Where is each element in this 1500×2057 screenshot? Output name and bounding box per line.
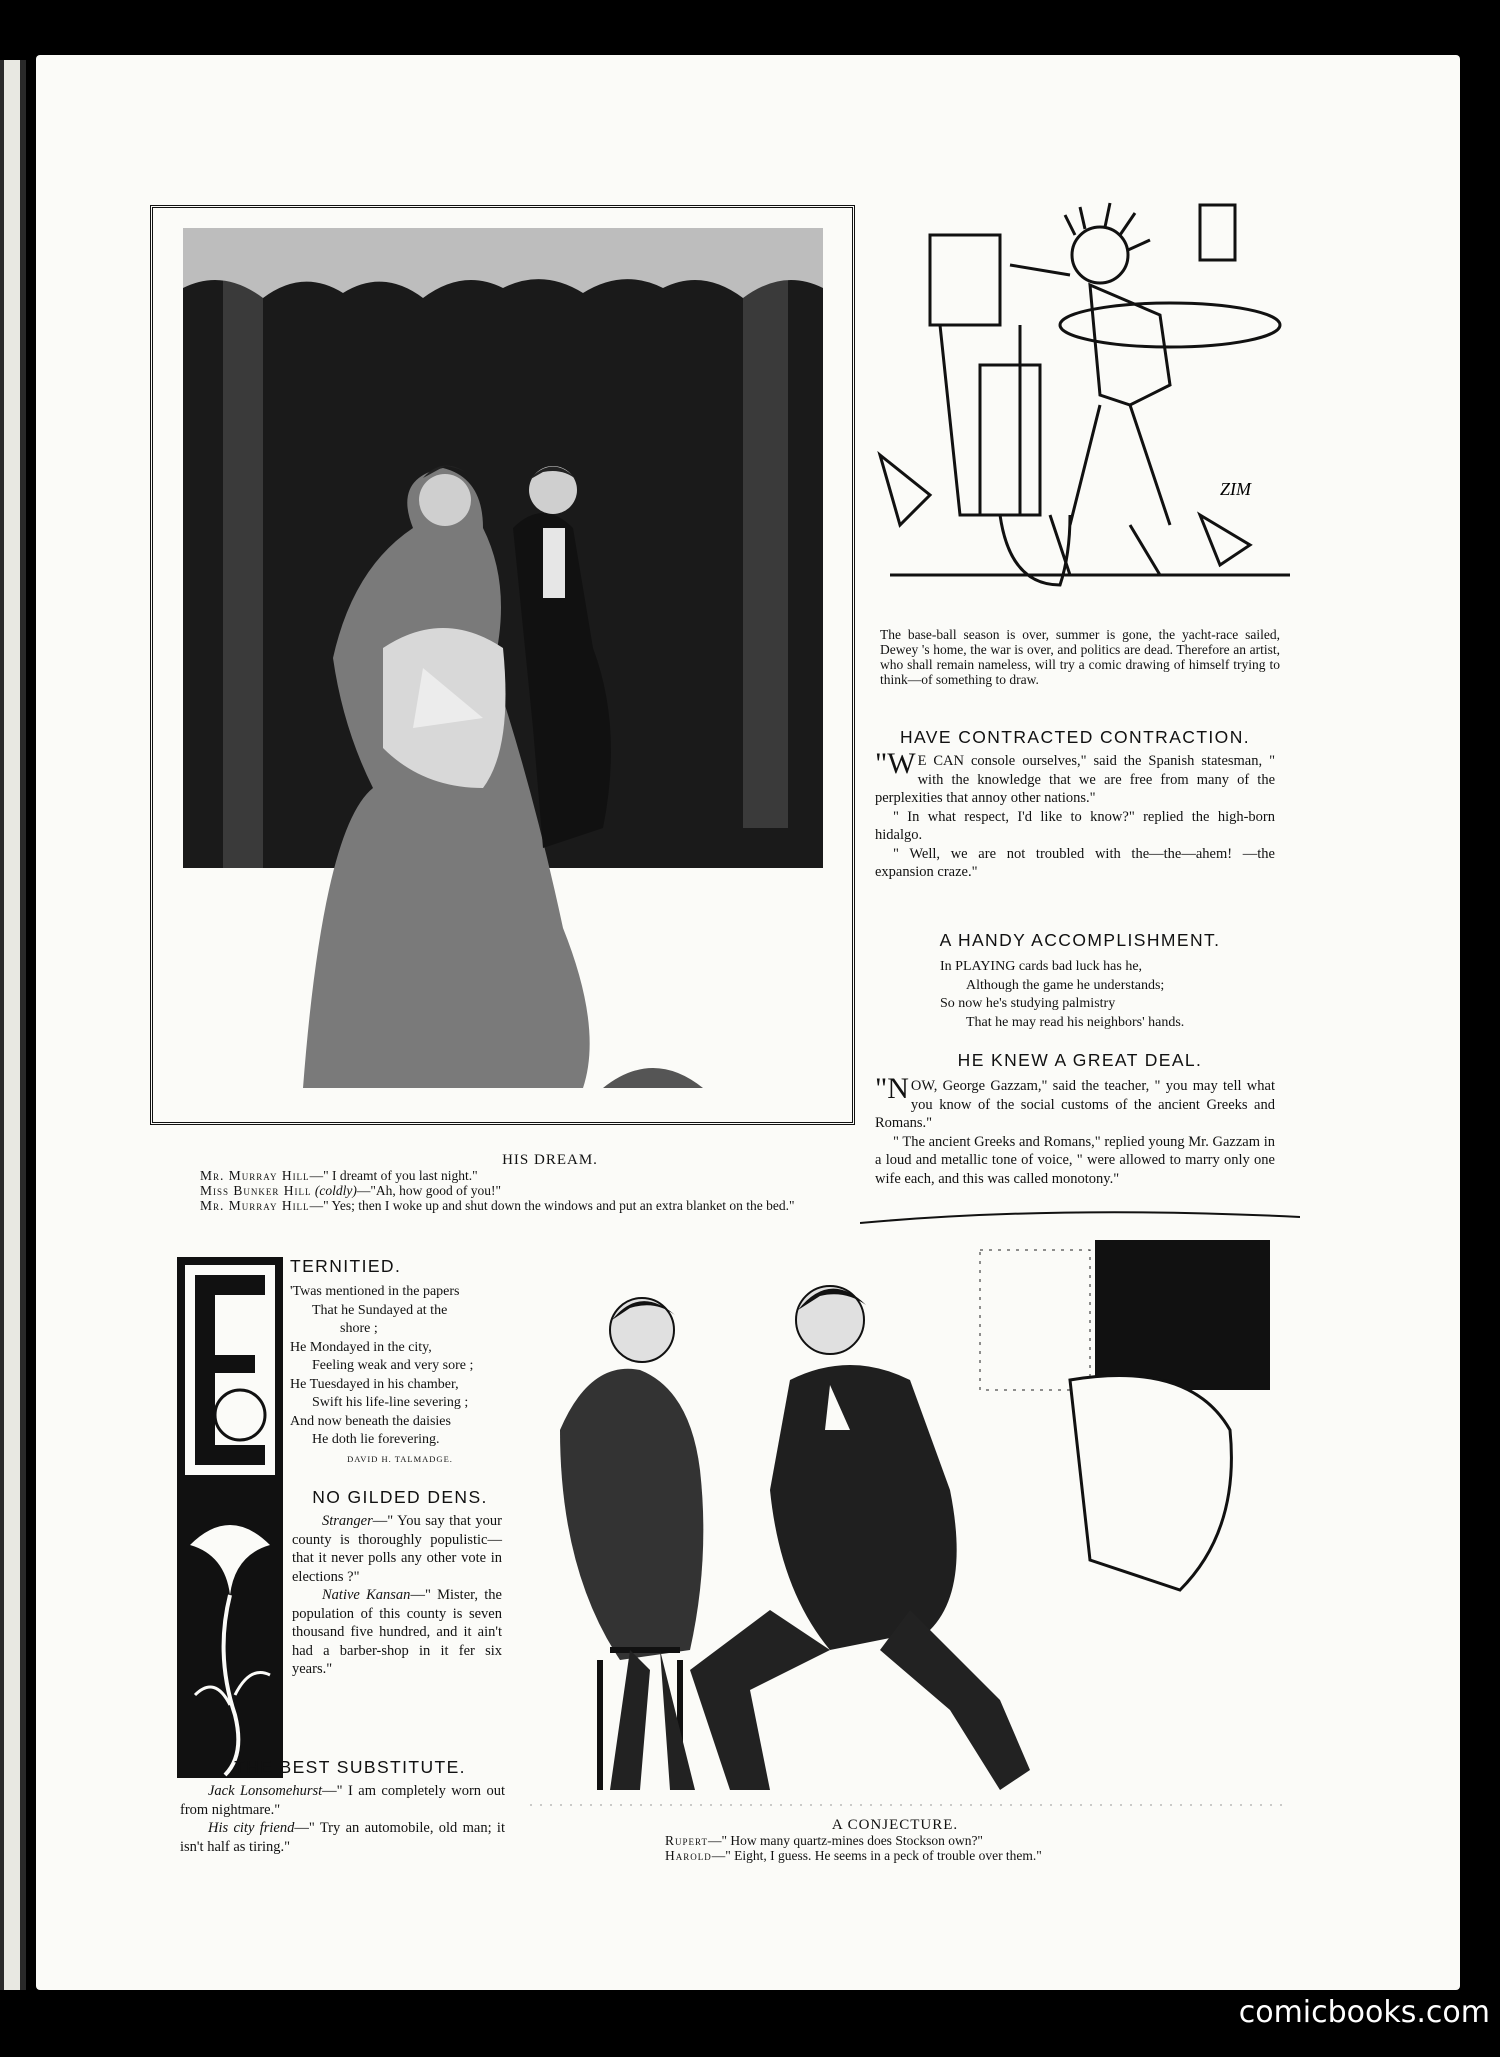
conjecture-caption [665,1833,1225,1863]
substitute-heading: THE BEST SUBSTITUTE. [234,1757,466,1777]
conjecture-line-1 [665,1833,1225,1848]
substitute-para-2 [180,1819,505,1856]
contracted-dropcap: "W [875,747,916,780]
eternitied-heading: TERNITIED. [290,1256,402,1276]
book-spine [0,60,26,1990]
eternitied-line-7: Swift his life-line severing ; [312,1395,469,1410]
contracted-heading: HAVE CONTRACTED CONTRACTION. [900,727,1250,747]
dream-speaker-3: Mr. Murray Hill [200,1198,310,1213]
divider-line [860,1205,1300,1225]
dens-speaker-1: Stranger [322,1513,373,1529]
decorative-initial-e-panel [175,1255,285,1780]
substitute-body [180,1782,505,1856]
substitute-text-2: —" Try an automobile, old man; it isn't half as tiring." [180,1820,505,1855]
eternitied-line-6: He Tuesdayed in his chamber, [290,1376,459,1392]
conjecture-illustration [530,1230,1290,1810]
handy-line-3: So now he's studying palmistry [940,996,1116,1011]
conjecture-title: A CONJECTURE. [831,1817,959,1833]
conjecture-line-2 [665,1848,1225,1863]
conjecture-text-1: —" How many quartz-mines does Stockson own?" [707,1833,983,1848]
dream-speaker-1: Mr. Murray Hill [200,1168,310,1183]
knew-para-2: " The ancient Greeks and Romans," replied young Mr. Gazzam in a loud and metallic tone of voice, " were allowed to marry only one wife each, and this was called monotony." [875,1133,1275,1187]
substitute-para-1 [180,1782,505,1819]
cartoon-caption: The base-ball season is over, summer is gone, the yacht-race sailed, Dewey 's home, the war is over, and politics are dead. Therefore an artist, who shall remain nameless, will try a comic drawing of himself trying to think—of something to draw. [880,627,1280,687]
his-dream-caption [200,1168,890,1198]
conjecture-text-2: —" Eight, I guess. He seems in a peck of trouble over them." [711,1848,1042,1863]
handy-line-4: That he may read his neighbors' hands. [966,1014,1185,1030]
substitute-speaker-2: His city friend [208,1820,295,1836]
eternitied-line-8: And now beneath the daisies [290,1413,451,1429]
substitute-speaker-1: Jack Lonsomehurst [208,1783,323,1799]
eternitied-line-2: That he Sundayed at the [312,1302,448,1318]
knew-body [875,1072,1275,1188]
knew-dropcap: "N [875,1072,909,1105]
dream-text-3: —" Yes; then I woke up and shut down the windows and put an extra blanket on the bed." [309,1198,795,1213]
dens-para-1 [292,1512,502,1586]
contracted-para-2: " In what respect, I'd like to know?" replied the high-born hidalgo. [875,808,1275,843]
dream-text-2: —"Ah, how good of you!" [356,1183,502,1198]
contracted-para-1 [875,747,1275,808]
dens-speaker-2: Native Kansan [322,1587,411,1603]
dens-para-2 [292,1586,502,1679]
eternitied-poem [290,1283,510,1468]
dream-line-2 [200,1183,890,1198]
substitute-text-1: —" I am completely worn out from nightmare." [180,1783,505,1818]
eternitied-line-3: shore ; [340,1321,378,1336]
dens-text-1: —" You say that your county is thoroughly populistic—that it never polls any other vote in elections ?" [292,1513,502,1585]
artist-cartoon [870,195,1310,605]
handy-line-1: In PLAYING cards bad luck has he, [940,959,1143,974]
cartoon-signature: ZIM [1220,479,1251,499]
facing-page-edge [4,60,20,1990]
eternitied-line-9: He doth lie forevering. [312,1432,440,1447]
dream-line-3 [170,1198,865,1213]
handy-heading: A HANDY ACCOMPLISHMENT. [939,930,1221,950]
dens-heading: NO GILDED DENS. [312,1487,488,1507]
dens-text-2: —" Mister, the population of this county is seven thousand five hundred, and it ain't had a barber-shop in it fer six years." [292,1587,502,1677]
knew-para-1 [875,1072,1275,1133]
his-dream-illustration-frame [150,205,855,1125]
eternitied-line-4: He Mondayed in the city, [290,1339,432,1355]
handy-poem [940,958,1280,1032]
knew-heading: HE KNEW A GREAT DEAL. [957,1050,1203,1070]
contracted-text-1: E CAN console ourselves," said the Spanish statesman, " with the knowledge that we are free from many of the perplexities that annoy other nations." [875,753,1275,806]
dream-line-1 [200,1168,890,1183]
watermark: comicbooks.com [1238,1995,1490,2030]
knew-text-1: OW, George Gazzam," said the teacher, " you may tell what you know of the social customs of the ancient Greeks and Romans." [875,1078,1275,1131]
handy-line-2: Although the game he understands; [966,977,1165,993]
his-dream-illustration [183,228,823,1088]
eternitied-line-5: Feeling weak and very sore ; [312,1358,474,1373]
dream-aside: (coldly) [314,1183,357,1198]
conjecture-speaker-2: Harold [665,1848,712,1863]
his-dream-title: HIS DREAM. [502,1152,598,1168]
dens-body [292,1512,502,1679]
contracted-body [875,747,1275,882]
dream-text-1: —" I dreamt of you last night." [309,1168,478,1183]
eternitied-author: DAVID H. TALMADGE. [347,1453,453,1464]
conjecture-speaker-1: Rupert [665,1833,708,1848]
dream-speaker-2: Miss Bunker Hill [200,1183,312,1198]
contracted-para-3: " Well, we are not troubled with the—the—ahem! —the expansion craze." [875,845,1275,880]
eternitied-line-1: 'Twas mentioned in the papers [290,1284,460,1299]
